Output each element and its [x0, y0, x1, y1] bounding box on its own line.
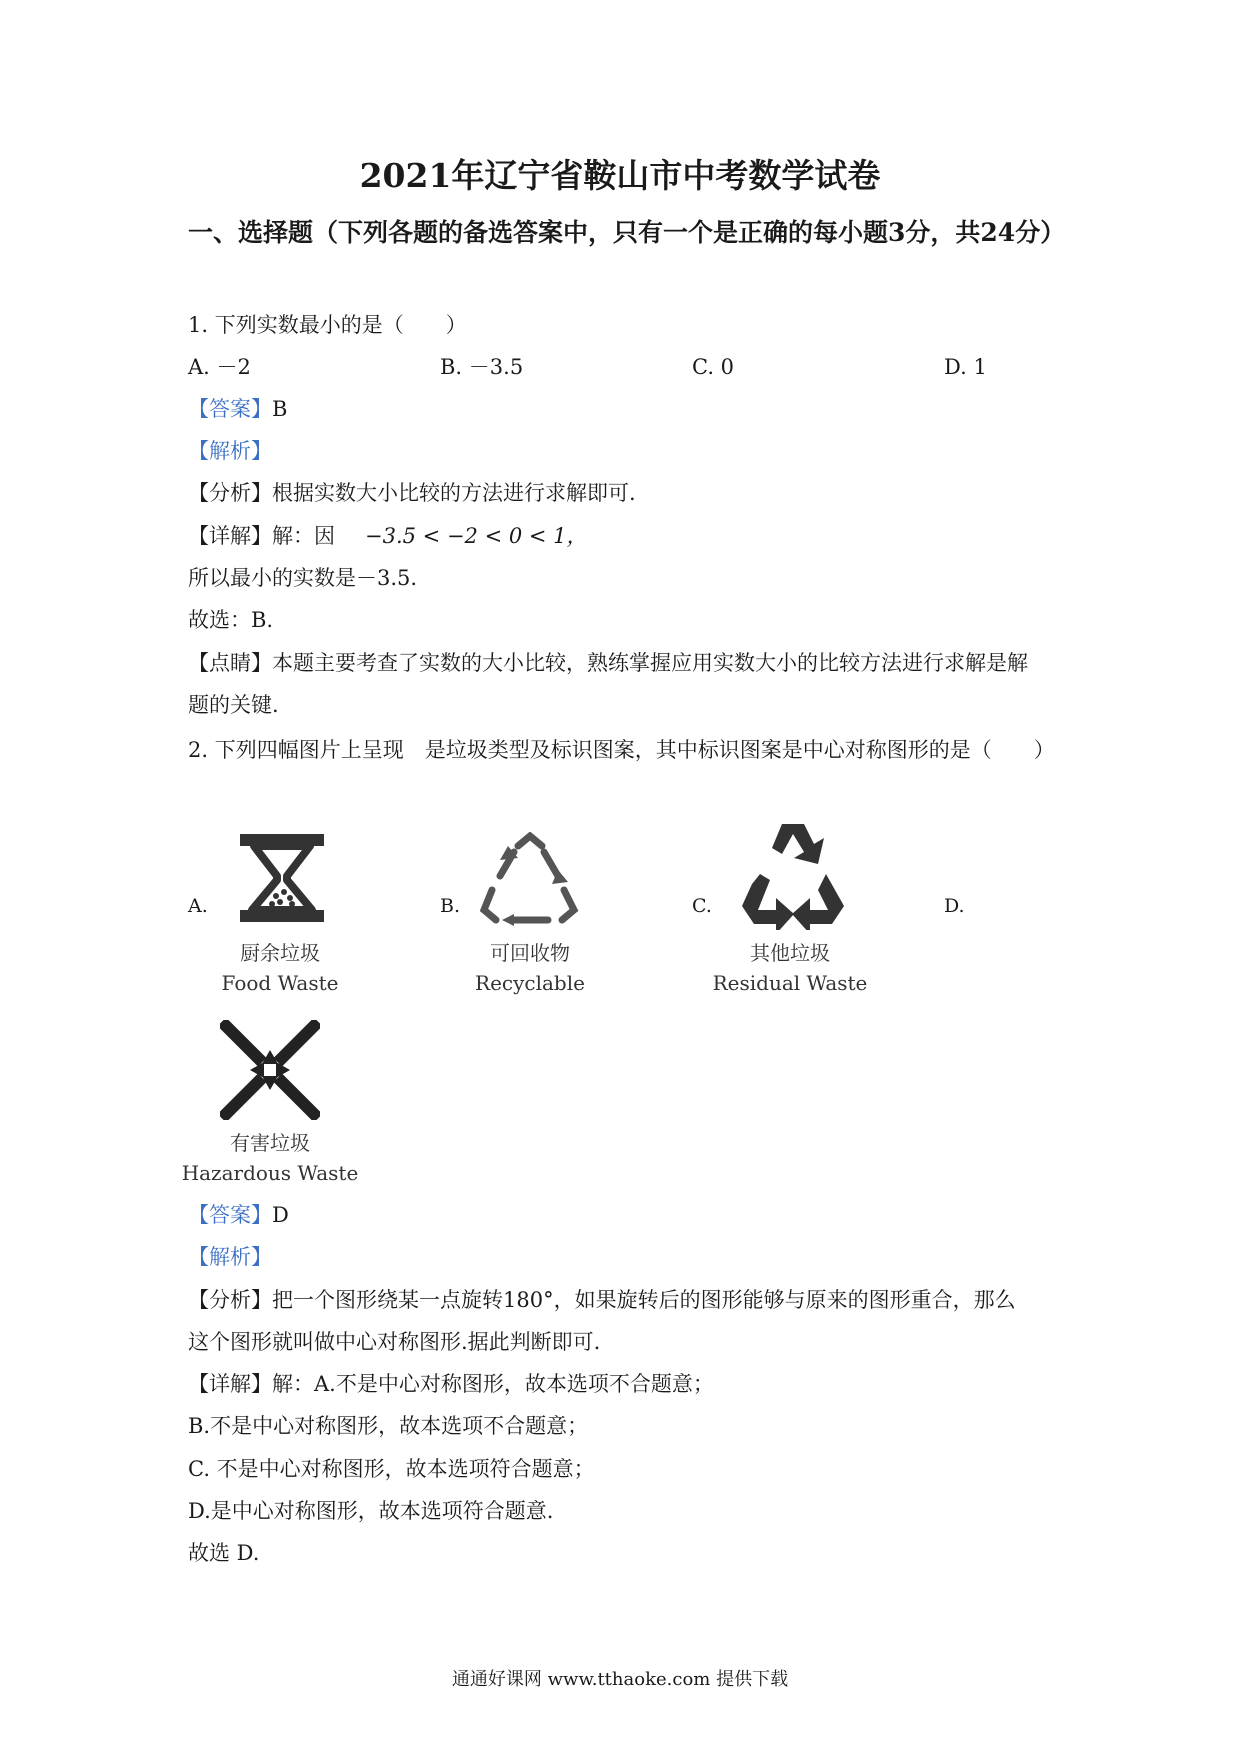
answer-tag: 【答案】 [188, 1203, 272, 1227]
residual-waste-en: Residual Waste [712, 971, 868, 995]
answer-value: D [272, 1203, 289, 1227]
xiangjie-text: 解：A.不是中心对称图形，故本选项不合题意； [272, 1372, 714, 1396]
section-heading: 一、选择题（下列各题的备选答案中，只有一个是正确的每小题3分，共24分） [188, 218, 1066, 247]
inequality: −3.5 < −2 < 0 < 1， [365, 524, 588, 548]
food-waste-cn: 厨余垃圾 [240, 941, 320, 965]
q2-fenxi-cont: 这个图形就叫做中心对称图形.据此判断即可. [188, 1330, 601, 1354]
q2-xiangjie-d: D.是中心对称图形，故本选项符合题意. [188, 1499, 554, 1523]
q1-option-c: C. 0 [692, 355, 735, 379]
q2-option-c-letter: C. [692, 895, 712, 917]
q2-option-b-letter: B. [440, 895, 461, 917]
page-title: 2021年辽宁省鞍山市中考数学试卷 [359, 156, 881, 195]
q1-option-d: D. 1 [944, 355, 987, 379]
hazardous-waste-icon [220, 1020, 320, 1120]
food-waste-icon [232, 828, 332, 928]
hazardous-waste-cn: 有害垃圾 [230, 1131, 310, 1155]
q1-fenxi [188, 478, 636, 508]
q2-xiangjie [188, 1369, 714, 1399]
xiangjie-tag: 【详解】 [188, 1372, 272, 1396]
residual-waste-icon [740, 822, 846, 930]
q1-option-b: B. －3.5 [440, 355, 524, 379]
q1-answer [188, 394, 287, 424]
fenxi-tag: 【分析】 [188, 481, 272, 505]
q1-xiangjie [188, 521, 588, 551]
fenxi-text: 把一个图形绕某一点旋转180°，如果旋转后的图形能够与原来的图形重合，那么 [272, 1288, 1016, 1312]
dianjing-tag: 【点睛】 [188, 651, 272, 675]
q2-option-a-letter: A. [188, 895, 208, 917]
dianjing-text: 本题主要考查了实数的大小比较，熟练掌握应用实数大小的比较方法进行求解是解 [272, 651, 1028, 675]
question-1: 1. 下列实数最小的是（ ） [188, 313, 467, 337]
q2-fenxi [188, 1285, 1016, 1315]
q1-dianjing-cont: 题的关键. [188, 693, 279, 717]
q2-xiangjie-b: B.不是中心对称图形，故本选项不合题意； [188, 1414, 589, 1438]
recyclable-cn: 可回收物 [490, 941, 570, 965]
xiangjie-text: 解：因 [272, 524, 335, 548]
q2-jiexi-tag: 【解析】 [188, 1245, 272, 1269]
answer-tag: 【答案】 [188, 397, 272, 421]
hazardous-waste-en: Hazardous Waste [181, 1161, 359, 1185]
residual-waste-cn: 其他垃圾 [750, 941, 830, 965]
q1-line-3: 故选：B. [188, 608, 274, 632]
q1-dianjing [188, 648, 1028, 678]
answer-value: B [272, 397, 288, 421]
q2-option-d-letter: D. [944, 895, 965, 917]
food-waste-en: Food Waste [221, 971, 339, 995]
fenxi-tag: 【分析】 [188, 1288, 272, 1312]
q1-line-2: 所以最小的实数是－3.5. [188, 566, 418, 590]
xiangjie-tag: 【详解】 [188, 524, 272, 548]
q2-xiangjie-c: C. 不是中心对称图形，故本选项符合题意； [188, 1457, 595, 1481]
recyclable-en: Recyclable [475, 971, 585, 995]
q1-jiexi-tag: 【解析】 [188, 439, 272, 463]
page-footer: 通通好课网 www.tthaoke.com 提供下载 [451, 1669, 789, 1690]
fenxi-text: 根据实数大小比较的方法进行求解即可. [272, 481, 636, 505]
q2-answer [188, 1200, 289, 1230]
q1-option-a: A. －2 [188, 355, 251, 379]
question-2: 2. 下列四幅图片上呈现 是垃圾类型及标识图案，其中标识图案是中心对称图形的是（ ） [188, 738, 1055, 762]
q2-conclusion: 故选 D. [188, 1541, 260, 1565]
recyclable-icon [478, 832, 582, 928]
